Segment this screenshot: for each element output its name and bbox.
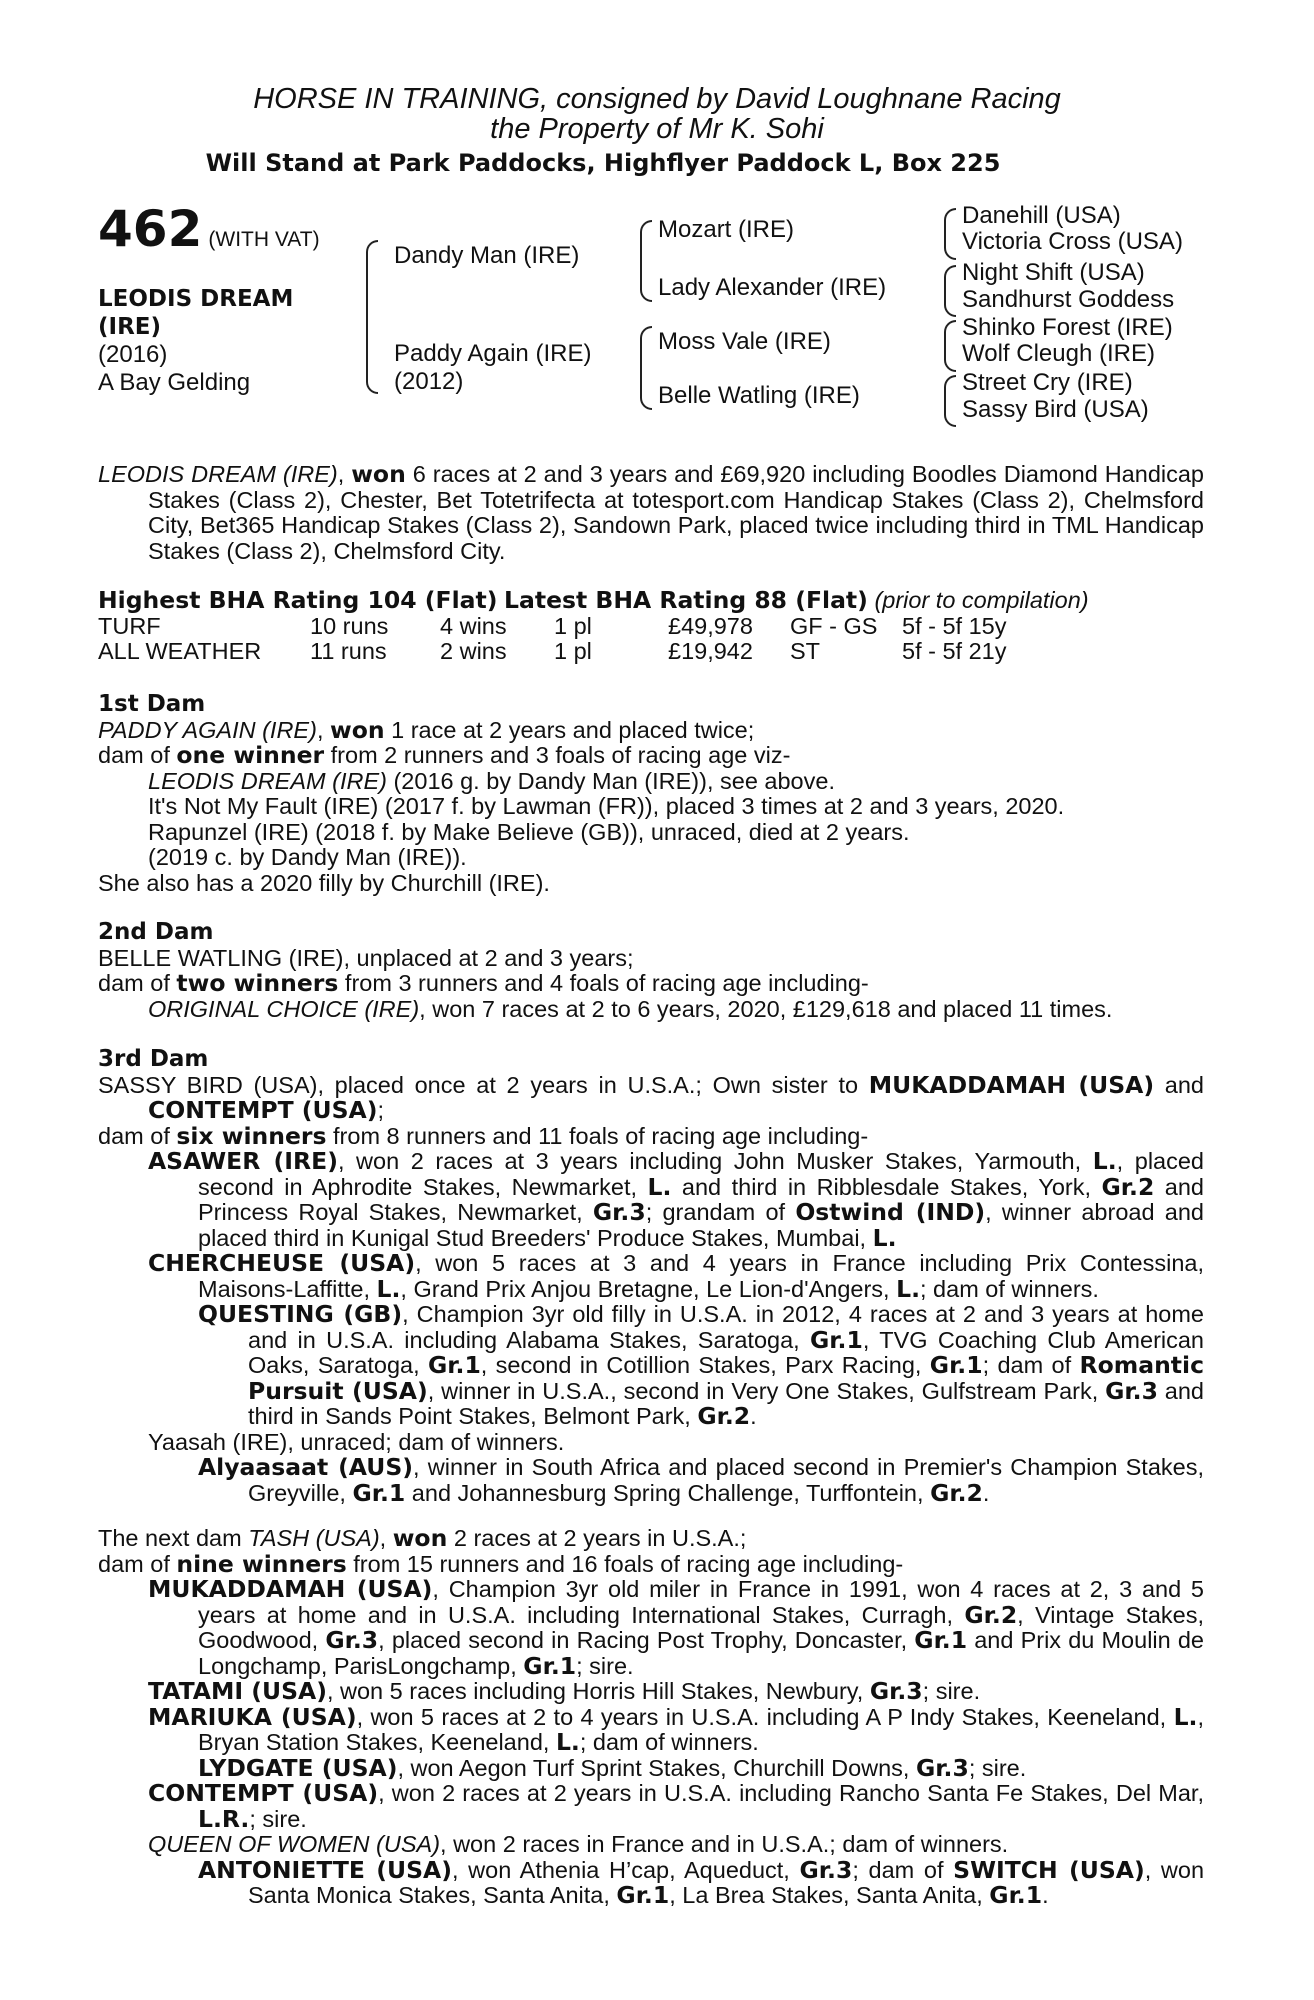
dam-name: TASH (USA) bbox=[248, 1525, 380, 1551]
pedigree-ancestor: Wolf Cleugh (IRE) bbox=[962, 340, 1155, 367]
section-heading: 3rd Dam bbox=[98, 1046, 209, 1072]
produce-text: from 15 runners and 16 foals of racing age including- bbox=[346, 1550, 904, 1577]
offspring-record: ; dam of bbox=[852, 1856, 954, 1883]
offspring-entry: Yaasah (IRE), unraced; dam of winners. bbox=[148, 1428, 565, 1455]
produce-text: dam of bbox=[98, 1550, 177, 1577]
stat-placed: 1 pl bbox=[554, 612, 592, 639]
produce-text: from 8 runners and 11 foals of racing age including- bbox=[326, 1122, 869, 1149]
pedigree-dam-year: (2012) bbox=[394, 368, 464, 395]
offspring-record: , TVG Coaching Club American Oaks, Saratoga, bbox=[248, 1326, 1205, 1378]
dam-record: The next dam bbox=[98, 1525, 249, 1551]
dam-record: 1 race at 2 years and placed twice; bbox=[384, 716, 755, 743]
offspring-record: , won Athenia H’cap, Aqueduct, bbox=[451, 1856, 800, 1883]
winner-count: nine winners bbox=[176, 1549, 347, 1578]
pedigree-dam: Paddy Again (IRE) bbox=[394, 340, 592, 367]
won-label: won bbox=[351, 460, 406, 488]
race-grade: Gr.3 bbox=[1105, 1376, 1158, 1405]
dam-record: and bbox=[1154, 1071, 1204, 1098]
offspring-record: ; dam of winners. bbox=[579, 1729, 759, 1755]
offspring-record: , Bryan Station Stakes, Keeneland, bbox=[198, 1703, 1204, 1755]
race-summary: LEODIS DREAM (IRE), won 6 races at 2 and 3 years and £69,920 including Boodles Diamond Handicap Stakes (Class 2), Chester, Bet Totetrifecta at totesport.com Handicap Stakes (Class 2), Chelmsford City, Bet365 Handicap Stakes (Class 2), Sandown Park, placed twice including third in TML Handicap Stakes (Class 2), Chelmsford City. bbox=[98, 460, 1205, 564]
offspring-record: and Prix du Moulin de Longchamp, ParisLongchamp, bbox=[198, 1627, 1204, 1679]
offspring-name: LYDGATE (USA) bbox=[198, 1753, 398, 1782]
next-dam-section bbox=[98, 1526, 1204, 1909]
pedigree-ancestor: Shinko Forest (IRE) bbox=[962, 314, 1173, 341]
pedigree-sire: Dandy Man (IRE) bbox=[394, 242, 580, 269]
offspring-record: , second in Cotillion Stakes, Parx Racing, bbox=[480, 1352, 930, 1378]
dam-name: PADDY AGAIN (IRE) bbox=[98, 716, 317, 743]
pedigree-brace bbox=[944, 320, 956, 372]
stat-placed: 1 pl bbox=[554, 638, 592, 664]
offspring-entry bbox=[98, 1753, 1204, 1782]
stat-distance: 5f - 5f 21y bbox=[902, 638, 1007, 664]
offspring-record: , won Aegon Turf Sprint Stakes, Churchill Downs, bbox=[397, 1754, 916, 1781]
stats-row-all-weather bbox=[98, 639, 1204, 665]
race-grade: Gr.2 bbox=[1101, 1172, 1155, 1201]
race-grade: Gr.3 bbox=[916, 1753, 969, 1782]
produce-text: dam of bbox=[98, 1122, 177, 1149]
latest-rating: Latest BHA Rating 88 (Flat) bbox=[504, 586, 868, 614]
second-dam-section bbox=[98, 920, 1204, 1022]
horse-description: A Bay Gelding bbox=[98, 369, 251, 396]
section-heading: 2nd Dam bbox=[98, 919, 214, 945]
first-dam-section: 1st Dam PADDY AGAIN (IRE), won 1 race at 2 years and placed twice; dam of one winner from 2 runners and 3 foals of racing age viz- LEODIS DREAM (IRE) (2016 g. by Dandy Man (IRE)), see above. It's Not My Fault (IRE) (2017 f. by Lawman (FR)), placed 3 times at 2 and 3 years, 2020. Rapunzel (IRE) (2018 f. by Make Believe (GB)), unraced, died at 2 years. (2019 c. by Dandy Man (IRE)). She also has a 2020 filly by Churchill (IRE). bbox=[98, 692, 1204, 896]
produce-text: from 2 runners and 3 foals of racing age viz- bbox=[324, 742, 791, 768]
offspring-entry bbox=[98, 1251, 1204, 1302]
pedigree-brace bbox=[366, 240, 378, 394]
offspring-record: . bbox=[750, 1403, 757, 1429]
offspring-name: LEODIS DREAM (IRE) bbox=[148, 767, 387, 794]
catalogue-header bbox=[0, 84, 1314, 182]
stat-surface: TURF bbox=[98, 612, 161, 639]
offspring-name: MUKADDAMAH (USA) bbox=[148, 1575, 433, 1603]
stat-earnings: £49,978 bbox=[668, 612, 753, 639]
stats-row-turf bbox=[98, 614, 1204, 640]
race-grade: Gr.2 bbox=[930, 1478, 983, 1507]
pedigree-dam-dam: Belle Watling (IRE) bbox=[658, 382, 860, 409]
race-grade: L. bbox=[1092, 1147, 1117, 1175]
relative-name: MUKADDAMAH (USA) bbox=[868, 1070, 1155, 1099]
section-heading: 1st Dam bbox=[98, 691, 206, 717]
offspring-record: and third in Sands Point Stakes, Belmont Park, bbox=[248, 1377, 1205, 1429]
offspring-name: Alyaasaat (AUS) bbox=[198, 1453, 414, 1481]
pedigree-ancestor: Victoria Cross (USA) bbox=[962, 228, 1183, 255]
produce-text: dam of bbox=[98, 970, 177, 996]
race-grade: Gr.3 bbox=[325, 1626, 379, 1654]
offspring-record: ; dam of bbox=[982, 1352, 1080, 1378]
offspring-name: ORIGINAL CHOICE (IRE) bbox=[148, 995, 420, 1022]
offspring-record: ; sire. bbox=[576, 1652, 634, 1679]
offspring-name: TATAMI (USA) bbox=[148, 1677, 327, 1705]
race-grade: Gr.1 bbox=[929, 1351, 983, 1379]
offspring-entry bbox=[98, 1302, 1204, 1430]
offspring-record: ; sire. bbox=[968, 1754, 1027, 1781]
winner-count: two winners bbox=[176, 969, 339, 997]
race-grade: L. bbox=[555, 1728, 580, 1756]
produce-text: from 3 runners and 4 foals of racing age including- bbox=[338, 970, 869, 996]
dam-record: BELLE WATLING (IRE), unplaced at 2 and 3 years; bbox=[98, 944, 634, 971]
offspring-record: , La Brea Stakes, Santa Anita, bbox=[669, 1882, 990, 1908]
ratings-block bbox=[98, 588, 1204, 665]
stat-runs: 11 runs bbox=[310, 638, 387, 664]
relative-name: SWITCH (USA) bbox=[953, 1855, 1145, 1884]
horse-name: LEODIS DREAM bbox=[98, 286, 294, 312]
offspring-record: ; grandam of bbox=[645, 1199, 796, 1225]
race-grade: Gr.1 bbox=[810, 1325, 863, 1354]
dam-record: , bbox=[379, 1525, 393, 1551]
pedigree-brace bbox=[640, 326, 652, 410]
pedigree-dam-sire: Moss Vale (IRE) bbox=[658, 328, 831, 355]
offspring-record: , won 2 races at 2 years in U.S.A. including Rancho Santa Fe Stakes, Del Mar, bbox=[378, 1780, 1204, 1806]
stat-surface: ALL WEATHER bbox=[98, 638, 262, 664]
offspring-record: . bbox=[1042, 1882, 1049, 1908]
offspring-name: QUEEN OF WOMEN (USA) bbox=[148, 1831, 441, 1857]
offspring-record: , won 5 races including Horris Hill Stakes, Newbury, bbox=[326, 1678, 870, 1704]
offspring-record: , Vintage Stakes, Goodwood, bbox=[198, 1601, 1204, 1653]
offspring-record: , Grand Prix Anjou Bretagne, Le Lion-d'Angers, bbox=[400, 1275, 897, 1302]
relative-name: Romantic Pursuit (USA) bbox=[248, 1351, 1205, 1405]
race-grade: Gr.2 bbox=[964, 1600, 1018, 1629]
offspring-record: , winner in South Africa and placed second in Premier's Champion Stakes, Greyville, bbox=[248, 1454, 1204, 1506]
pedigree-sire-dam: Lady Alexander (IRE) bbox=[658, 274, 887, 301]
won-label: won bbox=[330, 715, 385, 744]
vat-label: (WITH VAT) bbox=[208, 228, 320, 251]
pedigree-ancestor: Sassy Bird (USA) bbox=[962, 396, 1149, 423]
offspring-name: ASAWER (IRE) bbox=[148, 1147, 338, 1175]
offspring-record: , won 5 races at 3 and 4 years in France including Prix Contessina, Maisons-Laffitte, bbox=[198, 1250, 1204, 1302]
dam-record: 2 races at 2 years in U.S.A.; bbox=[447, 1525, 747, 1551]
offspring-entry bbox=[98, 1577, 1204, 1679]
race-grade: Gr.1 bbox=[989, 1881, 1043, 1909]
relative-name: Ostwind (IND) bbox=[795, 1198, 986, 1226]
dam-record: ; bbox=[377, 1097, 385, 1123]
lot-number: 462 bbox=[98, 200, 203, 258]
pedigree-sire-sire: Mozart (IRE) bbox=[658, 216, 795, 243]
offspring-entry bbox=[98, 1855, 1205, 1909]
stat-wins: 4 wins bbox=[440, 612, 507, 639]
pedigree-ancestor: Sandhurst Goddess bbox=[962, 286, 1175, 313]
race-grade: L. bbox=[647, 1172, 672, 1201]
offspring-entry bbox=[98, 1149, 1204, 1251]
horse-identity bbox=[98, 285, 293, 397]
race-grade: Gr.1 bbox=[352, 1478, 406, 1507]
offspring-record: , Champion 3yr old miler in France in 1991, won 4 races at 2, 3 and 5 years at home and in U.S.A. including International Stakes, Curragh, bbox=[198, 1576, 1204, 1628]
offspring-entry: Rapunzel (IRE) (2018 f. by Make Believe (GB)), unraced, died at 2 years. bbox=[148, 818, 910, 845]
offspring-record: , winner in U.S.A., second in Very One Stakes, Gulfstream Park, bbox=[427, 1377, 1106, 1404]
race-grade: Gr.1 bbox=[616, 1881, 670, 1909]
offspring-record: , won 2 races in France and in U.S.A.; dam of winners. bbox=[440, 1831, 1009, 1857]
location-line: Will Stand at Park Paddocks, Highflyer Paddock L, Box 225 bbox=[205, 149, 1001, 177]
horse-country: (IRE) bbox=[98, 314, 162, 340]
pedigree-ancestor: Street Cry (IRE) bbox=[962, 369, 1133, 396]
offspring-entry bbox=[98, 1702, 1204, 1756]
stat-going: GF - GS bbox=[790, 612, 878, 639]
highest-rating: Highest BHA Rating 104 (Flat) bbox=[98, 586, 498, 614]
race-grade: Gr.3 bbox=[799, 1855, 853, 1884]
stat-earnings: £19,942 bbox=[668, 638, 753, 664]
offspring-name: CHERCHEUSE (USA) bbox=[148, 1249, 416, 1277]
offspring-record: . bbox=[982, 1479, 990, 1506]
offspring-record: , won Santa Monica Stakes, Santa Anita, bbox=[248, 1856, 1205, 1908]
stat-runs: 10 runs bbox=[310, 612, 389, 639]
offspring-name: QUESTING (GB) bbox=[198, 1300, 403, 1328]
offspring-record: ; sire. bbox=[249, 1805, 307, 1832]
stat-distance: 5f - 5f 15y bbox=[902, 612, 1007, 639]
race-grade: L. bbox=[1173, 1702, 1198, 1731]
race-grade: Gr.1 bbox=[523, 1651, 577, 1680]
property-line: the Property of Mr K. Sohi bbox=[490, 113, 824, 145]
pedigree-brace bbox=[640, 220, 652, 302]
rating-note: (prior to compilation) bbox=[874, 587, 1089, 613]
offspring-record: , won 5 races at 2 to 4 years in U.S.A. including A P Indy Stakes, Keeneland, bbox=[356, 1703, 1174, 1730]
pedigree-brace bbox=[944, 208, 956, 260]
race-grade: L. bbox=[376, 1274, 401, 1303]
pedigree-brace bbox=[944, 375, 956, 427]
offspring-entry bbox=[98, 1679, 1204, 1705]
offspring-entry: It's Not My Fault (IRE) (2017 f. by Lawman (FR)), placed 3 times at 2 and 3 years, 2020. bbox=[148, 793, 1065, 819]
offspring-record: , placed second in Racing Post Trophy, Doncaster, bbox=[378, 1627, 915, 1653]
race-grade: L. bbox=[872, 1223, 897, 1252]
offspring-record: ; dam of winners. bbox=[920, 1275, 1099, 1302]
consignor-line: HORSE IN TRAINING, consigned by David Loughnane Racing bbox=[253, 83, 1061, 115]
offspring-record: ; sire. bbox=[922, 1678, 981, 1704]
relative-name: CONTEMPT (USA) bbox=[148, 1096, 378, 1124]
race-grade: Gr.3 bbox=[592, 1198, 646, 1226]
pedigree-ancestor: Night Shift (USA) bbox=[962, 259, 1145, 286]
dam-record: SASSY BIRD (USA), placed once at 2 years in U.S.A.; Own sister to bbox=[98, 1071, 869, 1098]
offspring-entry bbox=[98, 1781, 1204, 1832]
offspring-record: , placed second in Aphrodite Stakes, Newmarket, bbox=[198, 1148, 1204, 1200]
horse-name-ref: LEODIS DREAM (IRE) bbox=[98, 461, 338, 487]
race-grade: Gr.1 bbox=[427, 1351, 481, 1379]
offspring-record: (2016 g. by Dandy Man (IRE)), see above. bbox=[386, 767, 835, 794]
produce-text: dam of bbox=[98, 742, 177, 768]
winner-count: six winners bbox=[176, 1121, 327, 1150]
offspring-record: and third in Ribblesdale Stakes, York, bbox=[671, 1173, 1102, 1200]
offspring-note: She also has a 2020 filly by Churchill (IRE). bbox=[98, 869, 550, 896]
offspring-name: MARIUKA (USA) bbox=[148, 1702, 357, 1731]
won-label: won bbox=[392, 1524, 448, 1552]
race-grade: Gr.1 bbox=[914, 1626, 968, 1654]
offspring-record: , won 2 races at 3 years including John Musker Stakes, Yarmouth, bbox=[337, 1148, 1093, 1174]
offspring-name: CONTEMPT (USA) bbox=[148, 1779, 379, 1807]
offspring-record: , winner abroad and placed third in Kunigal Stud Breeders' Produce Stakes, Mumbai, bbox=[198, 1199, 1204, 1251]
pedigree-brace bbox=[944, 265, 956, 317]
offspring-record: , Champion 3yr old filly in U.S.A. in 2012, 4 races at 2 and 3 years at home and in U.S.A. including Alabama Stakes, Saratoga, bbox=[248, 1301, 1204, 1353]
offspring-record: and Princess Royal Stakes, Newmarket, bbox=[198, 1173, 1204, 1225]
summary-text: 6 races at 2 and 3 years and £69,920 including Boodles Diamond Handicap Stakes (Class 2), Chester, Bet Totetrifecta at totesport.com Handicap Stakes (Class 2), Chelmsford City, Bet365 Handicap Stakes (Class 2), Sandown Park, placed twice including third in TML Handicap Stakes (Class 2), Chelmsford City. bbox=[148, 461, 1205, 564]
offspring-entry bbox=[98, 1455, 1204, 1506]
offspring-record: and Johannesburg Spring Challenge, Turffontein, bbox=[405, 1479, 931, 1506]
third-dam-section bbox=[98, 1047, 1204, 1506]
race-grade: L. bbox=[896, 1274, 920, 1303]
stat-going: ST bbox=[790, 638, 821, 664]
race-grade: Gr.3 bbox=[869, 1677, 923, 1705]
race-grade: Gr.2 bbox=[697, 1402, 751, 1430]
offspring-record: , won 7 races at 2 to 6 years, 2020, £129,618 and placed 11 times. bbox=[419, 995, 1113, 1022]
offspring-entry: (2019 c. by Dandy Man (IRE)). bbox=[148, 844, 467, 870]
stat-wins: 2 wins bbox=[440, 638, 507, 664]
horse-year: (2016) bbox=[98, 341, 168, 368]
offspring-name: ANTONIETTE (USA) bbox=[198, 1855, 452, 1884]
race-grade: L.R. bbox=[198, 1804, 250, 1833]
winner-count: one winner bbox=[176, 741, 325, 769]
pedigree-ancestor: Danehill (USA) bbox=[962, 202, 1121, 229]
offspring-entry bbox=[98, 1832, 1204, 1858]
lot-number-block bbox=[98, 200, 320, 258]
